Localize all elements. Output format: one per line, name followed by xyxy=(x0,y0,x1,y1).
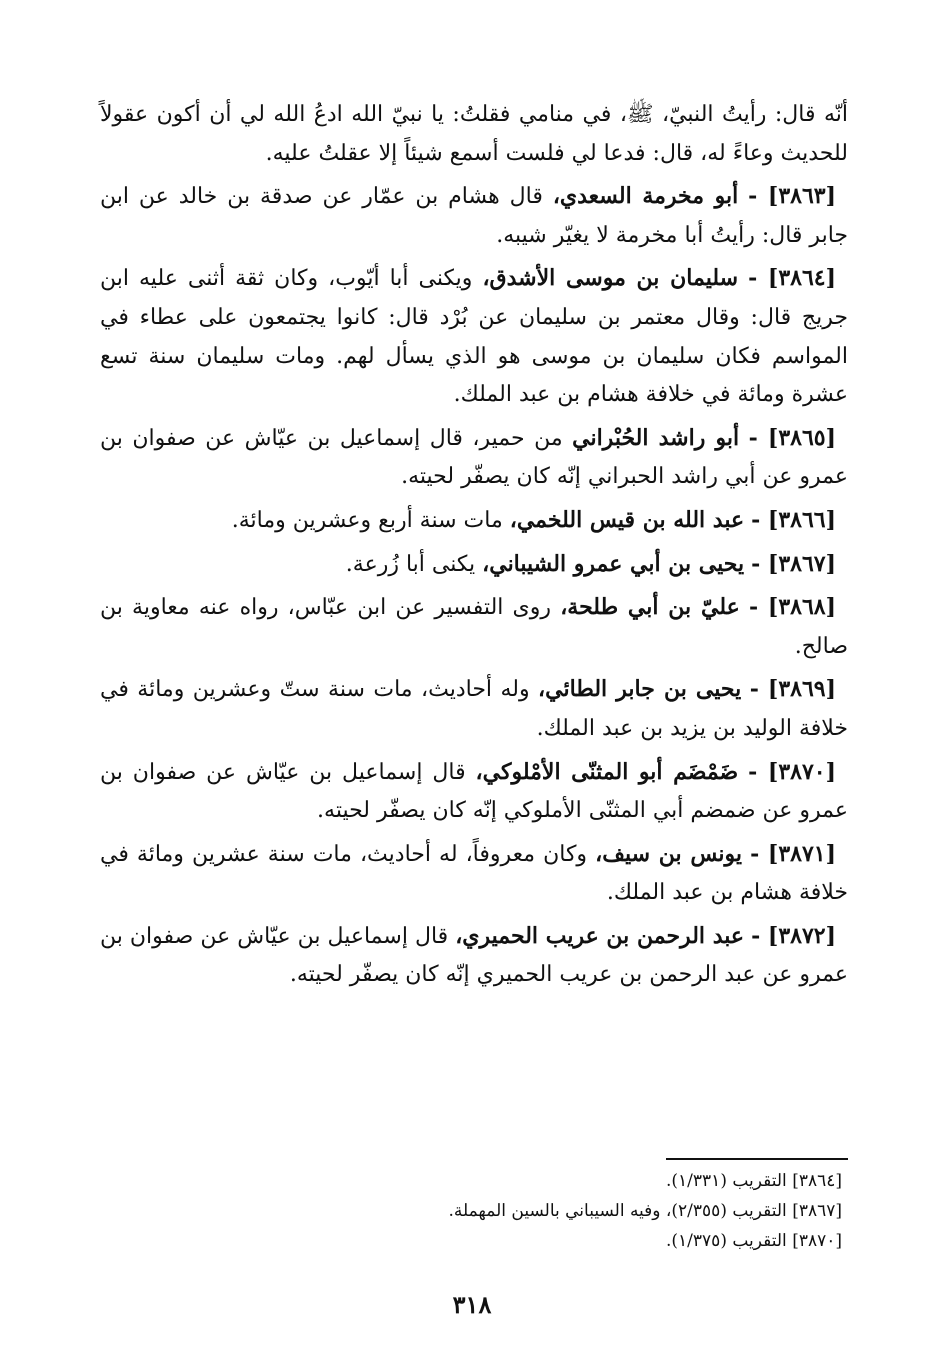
entry-3867 xyxy=(100,545,848,585)
entry-number: [٣٨٦٧] - xyxy=(751,550,836,577)
entry-number: [٣٨٦٨] - xyxy=(748,594,836,621)
footnote-3870: [٣٨٧٠] التقريب (١/٣٧٥). xyxy=(666,1231,842,1251)
entry-name: يونس بن سيف، xyxy=(595,840,743,867)
entry-text: وله أحاديث، مات سنة ستّ وعشرين ومائة في خلافة الوليد بن يزيد بن عبد الملك. xyxy=(100,677,848,741)
entry-name: عبد الله بن قيس اللخمي، xyxy=(509,506,745,533)
entry-name: أبو راشد الحُبْراني xyxy=(572,424,740,451)
entry-3869 xyxy=(100,670,848,748)
footnotes xyxy=(100,1166,848,1256)
entry-text: قال إسماعيل بن عيّاش عن صفوان بن عمرو عن ضمضم أبي المثنّى الأملوكي إنّه كان يصفّر لحيته. xyxy=(100,759,848,824)
entry-name: ضَمْضَم أبو المثنّى الأمْلوكي، xyxy=(475,758,739,785)
entry-number: [٣٨٦٤] - xyxy=(748,265,837,292)
entry-text: ويكنى أبا أيّوب، وكان ثقة أثنى عليه ابن جريج قال: وقال معتمر بن سليمان عن بُرْد قال: كانوا يجتمعون على عطاء في المواسم فكان سليمان بن موسى هو الذي يسأل لهم. ومات سليمان سنة تسع عشرة ومائة في خلافة هشام بن عبد الملك. xyxy=(100,266,848,408)
footnote-divider xyxy=(666,1158,848,1160)
footnote-3864: [٣٨٦٤] التقريب (١/٣٣١). xyxy=(666,1171,842,1191)
entry-name: أبو مخرمة السعدي، xyxy=(552,183,739,210)
entry-3870 xyxy=(100,753,848,831)
entry-text: روى التفسير عن ابن عبّاس، رواه عنه معاوية بن صالح. xyxy=(100,595,848,659)
entry-text: وكان معروفاً، له أحاديث، مات سنة عشرين ومائة في خلافة هشام بن عبد الملك. xyxy=(100,841,848,906)
entry-number: [٣٨٦٣] - xyxy=(748,183,836,210)
entry-name: عبد الرحمن بن عريب الحميري، xyxy=(455,922,745,949)
entry-3868 xyxy=(100,588,848,666)
footnote-3867: [٣٨٦٧] التقريب (٢/٣٥٥)، وفيه السيباني بالسين المهملة. xyxy=(448,1201,842,1221)
entry-number: [٣٨٧١] - xyxy=(750,840,837,867)
entry-3866 xyxy=(100,501,848,541)
entry-name: يحيى بن جابر الطائي، xyxy=(538,676,742,703)
entry-3871 xyxy=(100,835,848,913)
entry-number: [٣٨٦٥] - xyxy=(748,424,836,451)
entry-name: سليمان بن موسى الأشدق، xyxy=(482,265,739,292)
entry-text: قال هشام بن عمّار عن صدقة بن خالد عن ابن جابر قال: رأيتُ أبا مخرمة لا يغيّر شيبه. xyxy=(100,184,848,248)
entry-name: يحيى بن أبي عمرو الشيباني، xyxy=(482,550,745,577)
entry-text: مات سنة أربع وعشرين ومائة. xyxy=(231,507,510,533)
entry-3864 xyxy=(100,259,848,414)
entry-3865 xyxy=(100,419,848,497)
entry-name: عليّ بن أبي طلحة، xyxy=(560,594,740,621)
page-number: ٣١٨ xyxy=(452,1290,492,1319)
entry-number: [٣٨٦٩] - xyxy=(749,676,837,703)
entry-text: قال إسماعيل بن عيّاش عن صفوان بن عمرو عن عبد الرحمن بن عريب الحميري إنّه كان يصفّر لحيته. xyxy=(100,923,848,988)
entry-text: يكنى أبا زُرعة. xyxy=(345,551,483,577)
entry-text: من حمير، قال إسماعيل بن عيّاش عن صفوان بن عمرو عن أبي راشد الحبراني إنّه كان يصفّر لحيته. xyxy=(100,425,848,490)
entry-3872 xyxy=(100,917,848,995)
entry-number: [٣٨٧٠] - xyxy=(748,758,837,785)
intro-paragraph: أنّه قال: رأيتُ النبيّ، ﷺ، في منامي فقلتُ: يا نبيّ الله ادعُ الله لي أن أكون عقولاً للحديث وعاءً له، قال: فدعا لي فلست أسمع شيئاً إلا عقلتُ عليه. xyxy=(100,102,848,166)
entry-3863 xyxy=(100,177,848,255)
entry-number: [٣٨٦٦] - xyxy=(751,506,836,533)
entry-number: [٣٨٧٢] - xyxy=(751,922,837,949)
main-text xyxy=(100,96,848,999)
